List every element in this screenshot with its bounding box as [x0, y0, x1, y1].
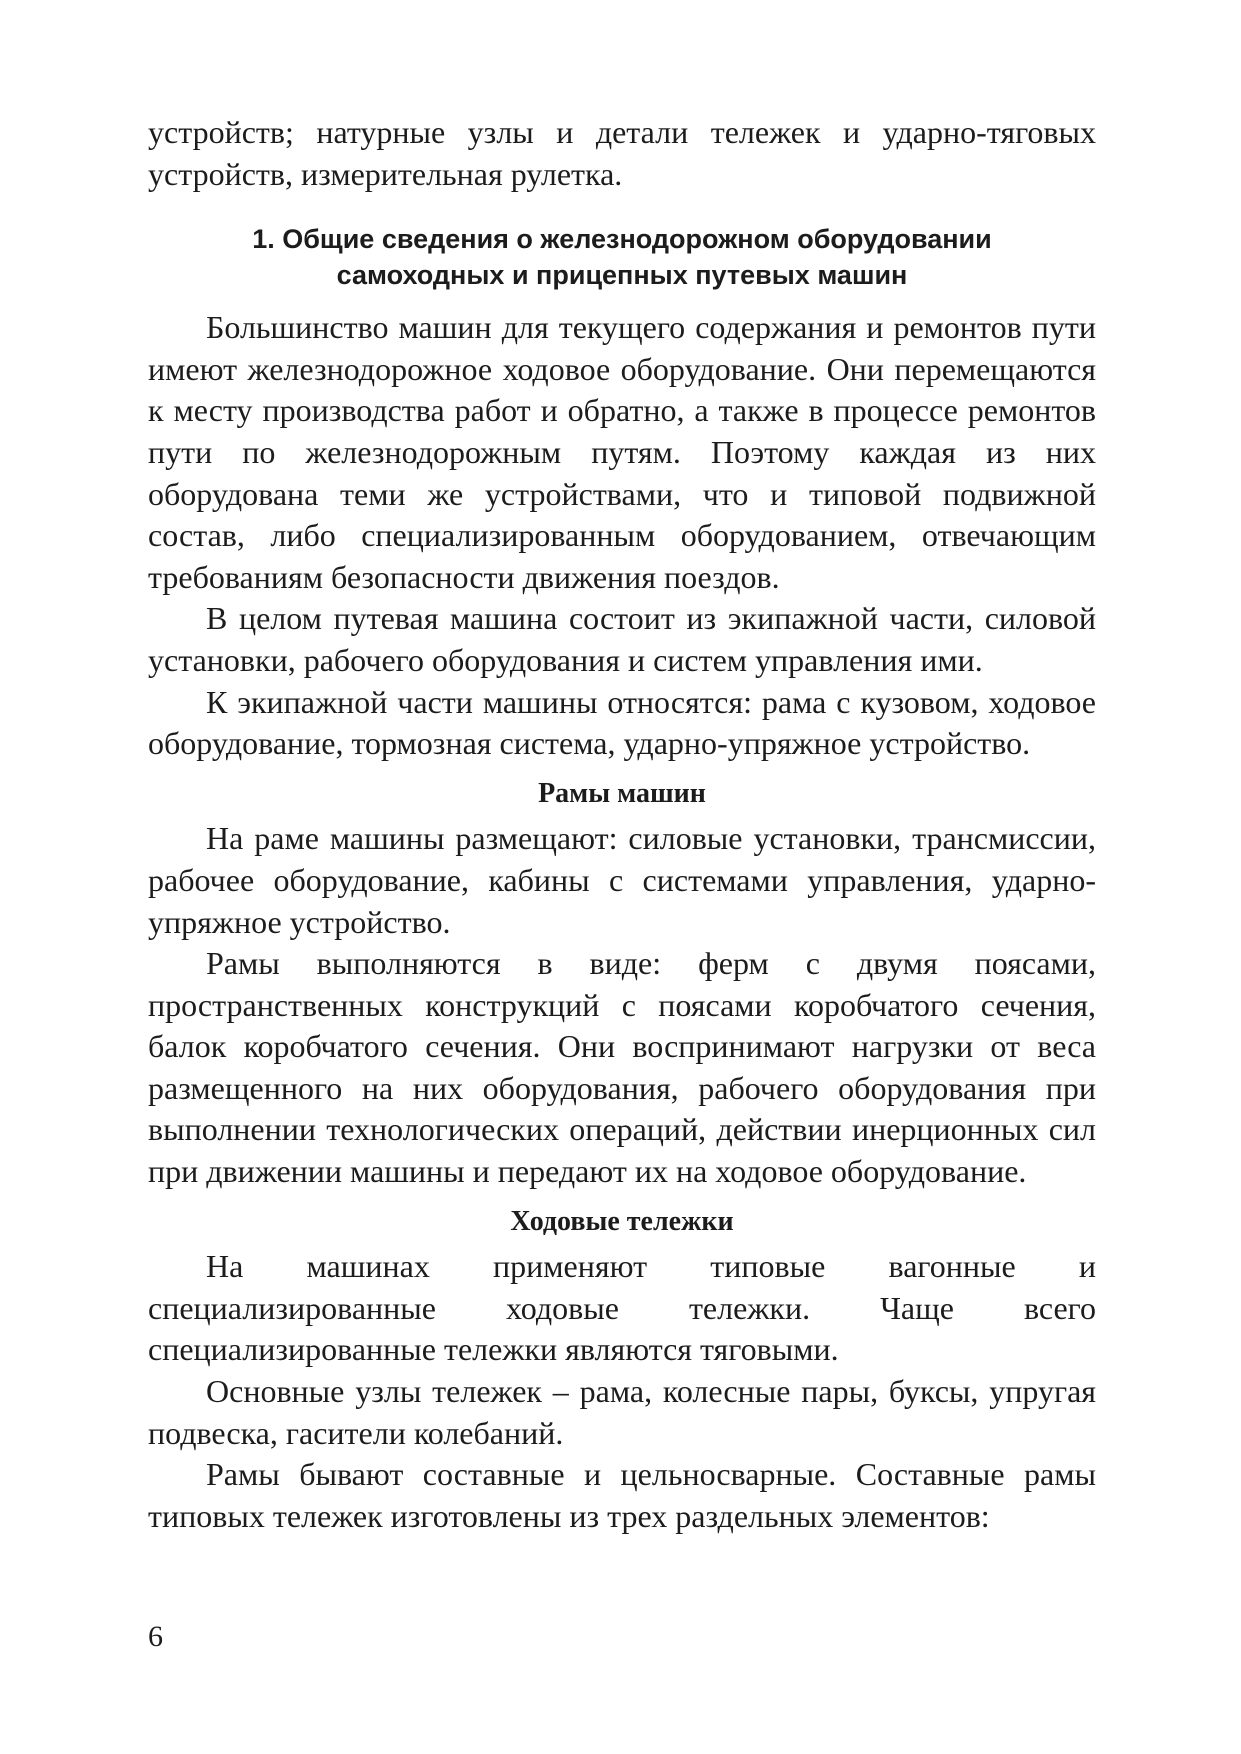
intro-paragraph: устройств; натурные узлы и детали тележек и ударно-тяговых устройств, измерительная рулетка.: [148, 114, 1096, 192]
page-number: 6: [148, 1620, 163, 1653]
bogies-paragraph: На машинах применяют типовые вагонные и специализированные ходовые тележки. Чаще всего специализированные тележки являются тяговыми.: [148, 1248, 1096, 1368]
section-heading: [148, 221, 1096, 293]
frames-paragraph: Рамы выполняются в виде: ферм с двумя поясами, пространственных конструкций с поясами коробчатого сечения, балок коробчатого сечения. Они воспринимают нагрузки от веса размещенного на них оборудования, рабочего оборудования при выполнении технологических операций, действии инерционных сил при движении машины и передают их на ходовое оборудование.: [148, 945, 1096, 1190]
frames-paragraph: На раме машины размещают: силовые установки, трансмиссии, рабочее оборудование, кабины с системами управления, ударно-упряжное устройство.: [148, 820, 1096, 940]
bogies-heading: Ходовые тележки: [510, 1205, 734, 1237]
page-body: [148, 112, 1096, 1537]
section-heading-line-1: 1. Общие сведения о железнодорожном оборудовании: [252, 224, 992, 255]
section-paragraph: В целом путевая машина состоит из экипажной части, силовой установки, рабочего оборудования и систем управления ими.: [148, 600, 1096, 678]
frames-heading: Рамы машин: [538, 777, 706, 809]
section-paragraph: Большинство машин для текущего содержания и ремонтов пути имеют железнодорожное ходовое оборудование. Они перемещаются к месту производства работ и обратно, а также в процессе ремонтов пути по железнодорожным путям. Поэтому каждая из них оборудована теми же устройствами, что и типовой подвижной состав, либо специализированным оборудованием, отвечающим требованиям безопасности движения поездов.: [148, 309, 1096, 595]
section-heading-line-2: самоходных и прицепных путевых машин: [336, 260, 908, 291]
section-paragraph: К экипажной части машины относятся: рама с кузовом, ходовое оборудование, тормозная система, ударно-упряжное устройство.: [148, 683, 1096, 762]
bogies-paragraph: Основные узлы тележек – рама, колесные пары, буксы, упругая подвеска, гасители колебаний.: [148, 1373, 1096, 1451]
bogies-paragraph: Рамы бывают составные и цельносварные. Составные рамы типовых тележек изготовлены из трех раздельных элементов:: [148, 1456, 1096, 1534]
